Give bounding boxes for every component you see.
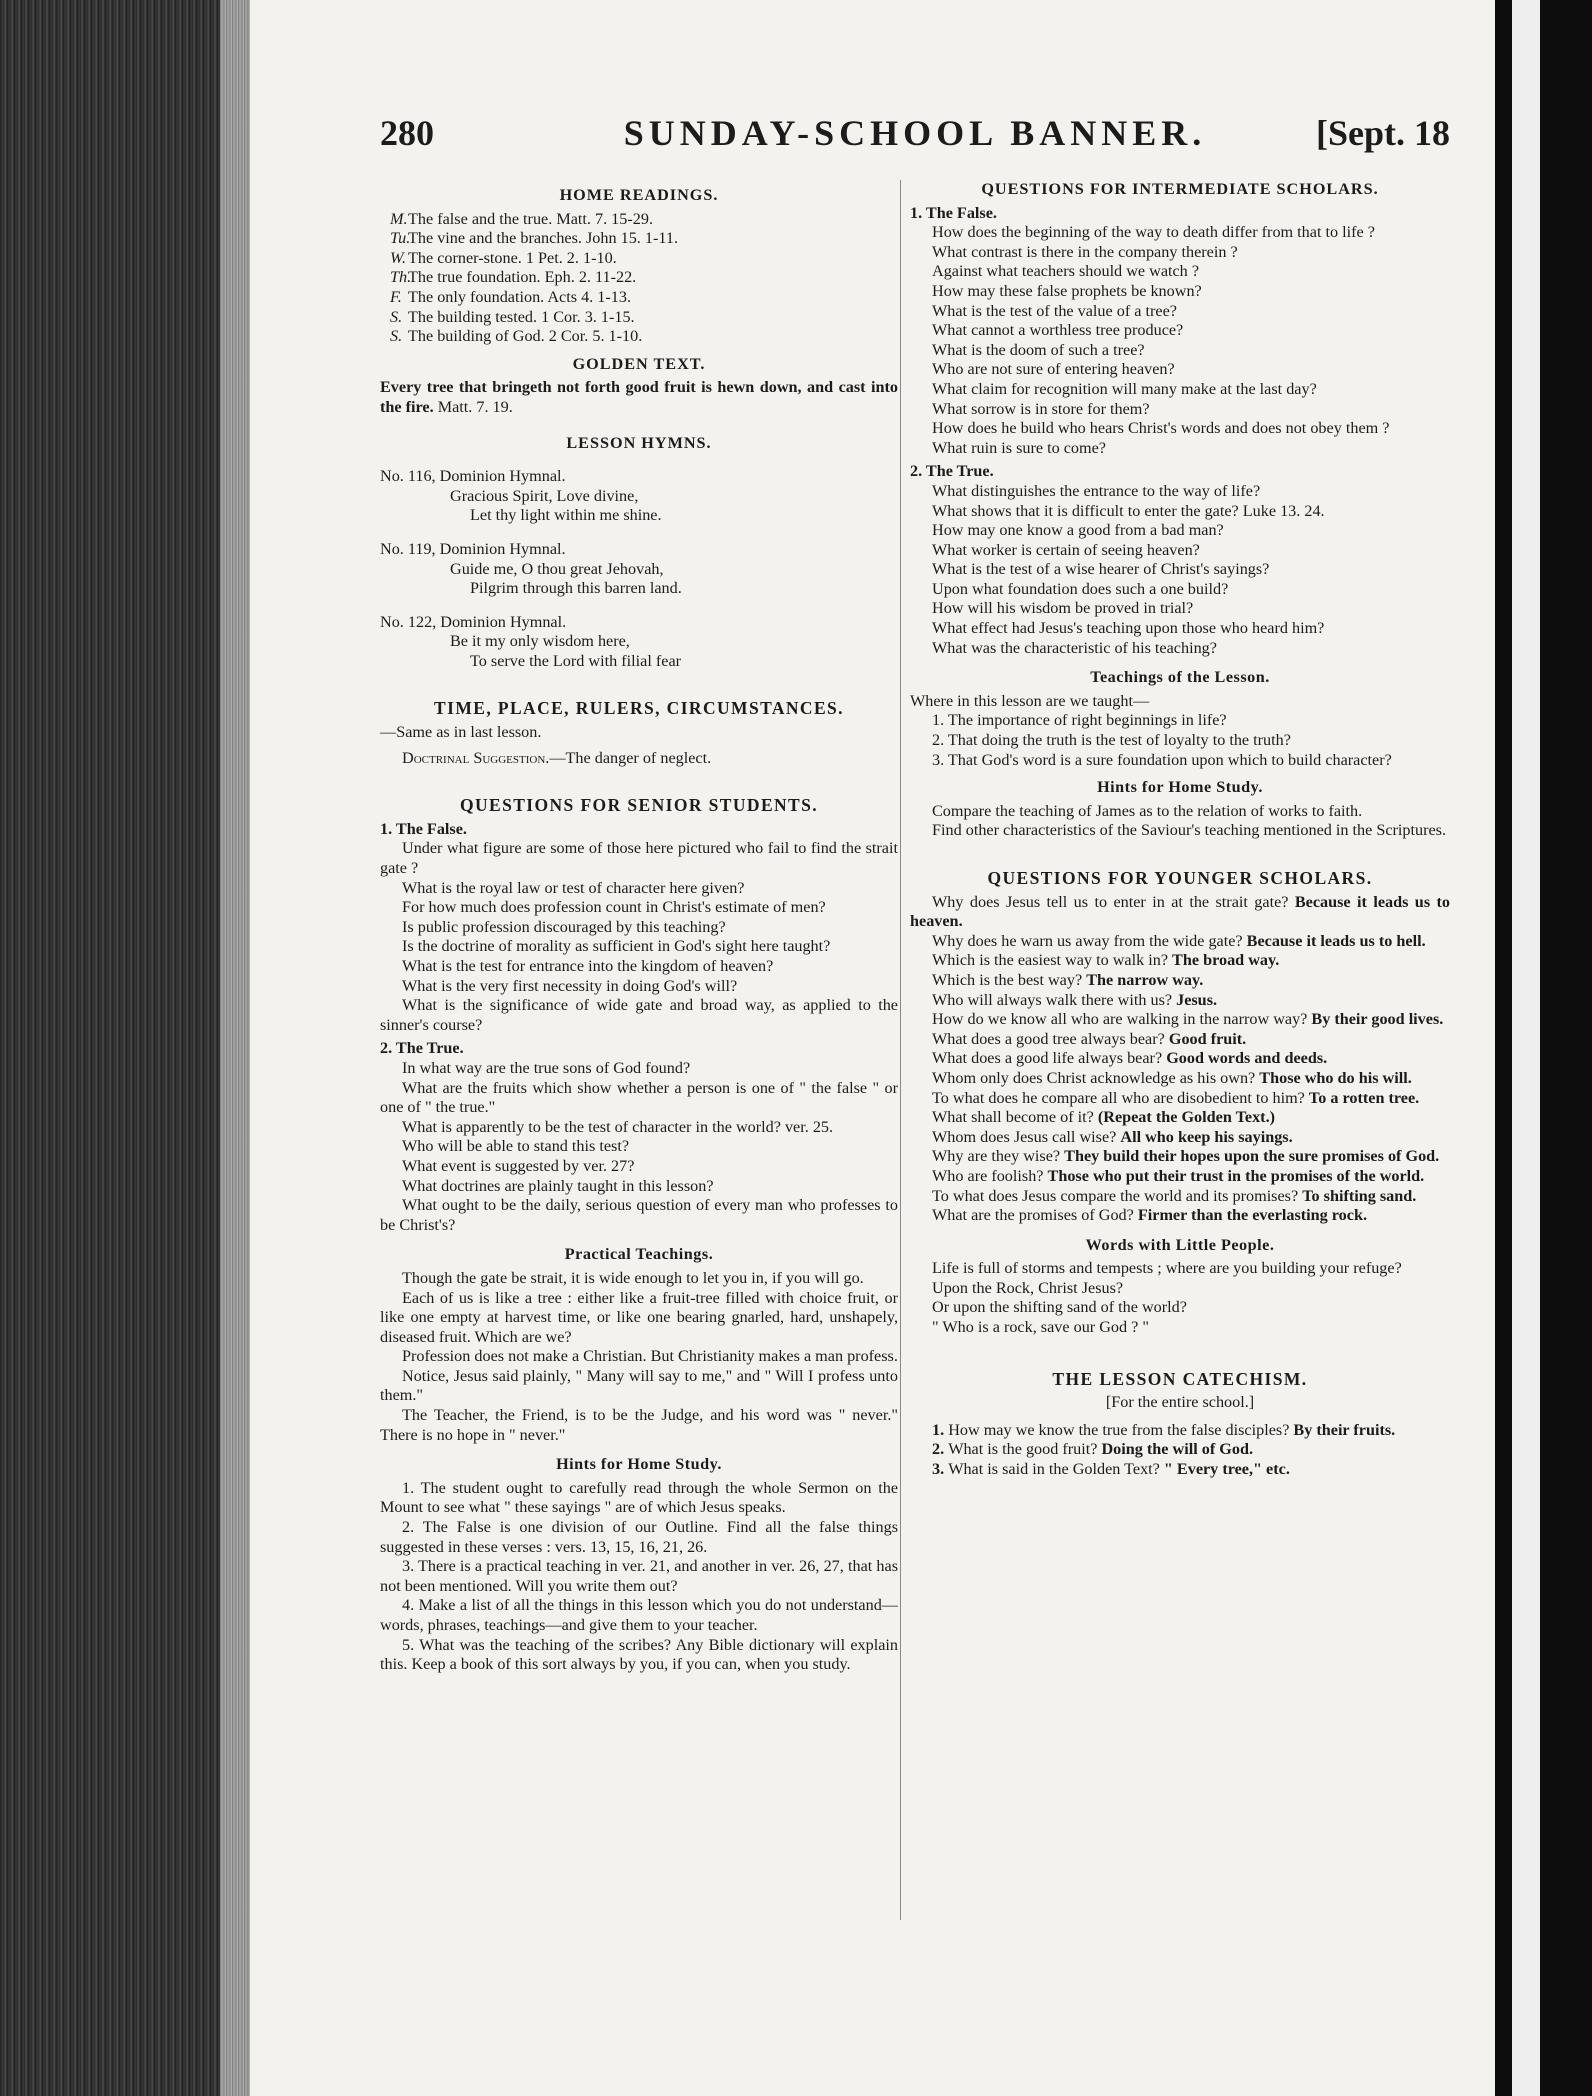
younger-answer: Those who put their trust in the promises of the world. [1047,1166,1425,1185]
younger-qa [910,1108,1450,1128]
intermediate-question: How does the beginning of the way to death differ from that to life ? [932,223,1375,242]
hymn-number: No. 119, Dominion Hymnal. [380,539,566,558]
senior-question: Is the doctrine of morality as sufficient in God's sight here taught? [402,937,831,956]
intermediate-questions-heading: QUESTIONS FOR INTERMEDIATE SCHOLARS. [981,180,1379,198]
younger-answer: Because it leads us to hell. [1246,931,1426,950]
younger-question: Why are they wise? [932,1147,1065,1166]
younger-question: What does a good tree always bear? [932,1029,1169,1048]
catechism-answer: " Every tree," etc. [1163,1460,1290,1479]
intermediate-question: Against what teachers should we watch ? [932,262,1200,281]
teachings-heading: Teachings of the Lesson. [1090,668,1270,687]
hymn-number: No. 116, Dominion Hymnal. [380,467,566,486]
younger-question: Which is the easiest way to walk in? [932,951,1173,970]
little-people-line: Upon the Rock, Christ Jesus? [932,1278,1124,1297]
teachings-list [910,711,1450,770]
younger-answer: Good fruit. [1168,1029,1247,1048]
intermediate-question: What sorrow is in store for them? [932,399,1150,418]
practical-teachings [380,1269,898,1445]
home-reading-item [380,210,898,230]
reading-text: The false and the true. Matt. 7. 15-29. [408,209,653,228]
golden-text-heading: GOLDEN TEXT. [572,354,706,373]
lesson-hymns-list [380,467,898,671]
intermediate-question: What is the test of a wise hearer of Christ's sayings? [932,560,1270,579]
little-people-line: " Who is a rock, save our God ? " [932,1318,1150,1337]
reading-text: The building of God. 2 Cor. 5. 1-10. [408,327,643,346]
column-divider [900,180,901,1920]
intermediate-question: What ruin is sure to come? [932,438,1106,457]
hymn-line: Let thy light within me shine. [470,506,662,525]
younger-question: What does a good life always bear? [932,1049,1167,1068]
younger-answer: They build their hopes upon the sure promises of God. [1064,1147,1440,1166]
senior-question: Is public profession discouraged by this teaching? [402,917,726,936]
home-reading-item [380,229,898,249]
intermediate-question: Upon what foundation does such a one build? [932,579,1229,598]
younger-qa [910,1128,1450,1148]
younger-qa [910,1206,1450,1226]
younger-question: Which is the best way? [932,970,1087,989]
hint-paragraph: Compare the teaching of James as to the relation of works to faith. [932,801,1363,820]
younger-answer: Jesus. [1176,990,1218,1009]
reading-text: The vine and the branches. John 15. 1-11. [408,229,679,248]
magazine-page [250,0,1495,2096]
senior-question: What is the royal law or test of character here given? [402,878,745,897]
doctrinal-text: —The danger of neglect. [549,748,712,767]
intermediate-question: How may one know a good from a bad man? [932,521,1224,540]
catechism-question: What is said in the Golden Text? [948,1460,1164,1479]
younger-answer: The narrow way. [1086,970,1204,989]
intermediate-questions-false [910,223,1450,458]
intermediate-section-false: 1. The False. [910,203,997,222]
intermediate-question: What contrast is there in the company therein ? [932,242,1238,261]
home-reading-item [380,327,898,347]
hymn-line: To serve the Lord with filial fear [470,651,682,670]
catechism-answer: By their fruits. [1293,1420,1396,1439]
senior-section-false: 1. The False. [380,819,467,838]
left-column [380,180,898,1675]
younger-qa [910,1069,1450,1089]
catechism-qa [910,1421,1450,1441]
younger-qa [910,951,1450,971]
magazine-title: SUNDAY-SCHOOL BANNER. [623,113,1207,153]
practical-teaching: Each of us is like a tree : either like a fruit-tree filled with choice fruit, or like one empty at harvest time, or like one bearing gnarled, hard, unshapely, diseased fruit. Which are we? [380,1288,898,1346]
younger-answer: Those who do his will. [1259,1068,1412,1087]
little-people-text [910,1259,1450,1337]
catechism-list [910,1421,1450,1480]
hint-paragraph: 5. What was the teaching of the scribes? Any Bible dictionary will explain this. Keep a book of this sort always by you, if you can, when you study. [380,1635,898,1674]
younger-questions-heading: QUESTIONS FOR YOUNGER SCHOLARS. [987,868,1373,888]
intermediate-question: What is the doom of such a tree? [932,340,1145,359]
younger-question: To what does Jesus compare the world and its promises? [932,1186,1303,1205]
senior-questions-false [380,839,898,1035]
younger-answer: Good words and deeds. [1166,1049,1328,1068]
intermediate-hints [910,802,1450,841]
golden-text-ref: Matt. 7. 19. [437,397,513,416]
senior-question: What doctrines are plainly taught in this lesson? [402,1176,714,1195]
younger-qa [910,1089,1450,1109]
catechism-number: 2. [932,1440,949,1459]
teaching-item: 3. That God's word is a sure foundation upon which to build character? [932,750,1392,769]
younger-qa [910,991,1450,1011]
hint-paragraph: 2. The False is one division of our Outline. Find all the false things suggested in these verses : vers. 13, 15, 16, 21, 26. [380,1518,898,1556]
younger-question: Whom does Jesus call wise? [932,1127,1121,1146]
reading-text: The corner-stone. 1 Pet. 2. 1-10. [408,248,617,267]
younger-question: Why does he warn us away from the wide gate? [932,931,1247,950]
home-reading-item [380,249,898,269]
home-reading-item [380,308,898,328]
issue-date: [Sept. 18 [1316,113,1450,153]
reading-text: The true foundation. Eph. 2. 11-22. [408,268,637,287]
younger-qa [910,893,1450,932]
catechism-qa [910,1460,1450,1480]
senior-question: What are the fruits which show whether a person is one of " the false " or one of " the true." [380,1078,898,1117]
catechism-qa [910,1440,1450,1460]
younger-answer: By their good lives. [1311,1010,1444,1029]
intermediate-question: Who are not sure of entering heaven? [932,360,1175,379]
teaching-item: 2. That doing the truth is the test of loyalty to the truth? [932,731,1291,750]
doctrinal-suggestion [380,749,898,769]
home-readings-list [380,210,898,347]
intermediate-question: How does he build who hears Christ's words and does not obey them ? [932,419,1390,438]
senior-question: What is the significance of wide gate and broad way, as applied to the sinner's course? [380,996,898,1034]
younger-question: Why does Jesus tell us to enter in at the strait gate? [932,892,1295,911]
younger-question: Who will always walk there with us? [932,990,1177,1009]
book-binding-edge [0,0,220,2096]
younger-answer: To shifting sand. [1302,1186,1417,1205]
page-stack-edge [220,0,250,2096]
time-place-heading: TIME, PLACE, RULERS, CIRCUMSTANCES. [434,698,844,719]
younger-question: To what does he compare all who are disobedient to him? [932,1088,1309,1107]
home-reading-item [380,268,898,288]
little-people-line: Life is full of storms and tempests ; where are you building your refuge? [932,1259,1402,1278]
younger-question: What are the promises of God? [932,1206,1138,1225]
golden-text [380,378,898,417]
younger-qa [910,1049,1450,1069]
younger-answer: To a rotten tree. [1308,1088,1420,1107]
catechism-number: 3. [932,1460,949,1479]
little-people-heading: Words with Little People. [1085,1235,1275,1254]
catechism-number: 1. [932,1420,949,1439]
younger-qa [910,1030,1450,1050]
senior-question: For how much does profession count in Christ's estimate of men? [402,898,826,917]
intermediate-question: How will his wisdom be proved in trial? [932,599,1194,618]
intermediate-question: What effect had Jesus's teaching upon those who heard him? [932,619,1325,638]
hymn-line: Gracious Spirit, Love divine, [450,486,639,505]
reading-day: S. [390,307,403,326]
right-column [910,180,1450,1480]
intermediate-question: What shows that it is difficult to enter the gate? Luke 13. 24. [932,501,1325,520]
senior-question: What is apparently to be the test of character in the world? ver. 25. [402,1117,834,1136]
intermediate-hints-heading: Hints for Home Study. [1097,778,1263,797]
younger-answer: (Repeat the Golden Text.) [1097,1108,1276,1127]
hint-paragraph: Find other characteristics of the Saviour's teaching mentioned in the Scriptures. [932,821,1447,840]
younger-qa [910,932,1450,952]
catechism-subtitle: [For the entire school.] [1105,1393,1255,1412]
intermediate-question: What cannot a worthless tree produce? [932,321,1184,340]
hymn-line: Guide me, O thou great Jehovah, [450,559,664,578]
hint-paragraph: 4. Make a list of all the things in this lesson which you do not understand—words, phrases, teachings—and give them to your teacher. [380,1596,898,1634]
younger-answer: The broad way. [1172,951,1280,970]
facing-page-strip [1512,0,1540,2096]
teaching-item: 1. The importance of right beginnings in life? [932,711,1227,730]
hint-paragraph: 1. The student ought to carefully read through the whole Sermon on the Mount to see what " these sayings " are of which Jesus speaks. [380,1478,898,1517]
home-reading-item [380,288,898,308]
page-header [380,112,1450,162]
intermediate-questions-true [910,482,1450,658]
practical-teaching: The Teacher, the Friend, is to be the Judge, and his word was " never." There is no hope in " never." [380,1406,898,1444]
younger-question: Who are foolish? [932,1166,1048,1185]
senior-question: What ought to be the daily, serious question of every man who professes to be Christ's? [380,1196,898,1234]
senior-hints-heading: Hints for Home Study. [556,1455,722,1474]
practical-teachings-heading: Practical Teachings. [564,1245,714,1264]
reading-text: The building tested. 1 Cor. 3. 1-15. [408,307,635,326]
hymn-line: Be it my only wisdom here, [450,632,630,651]
reading-day: S. [390,327,403,346]
younger-answer: All who keep his sayings. [1120,1127,1293,1146]
senior-section-true: 2. The True. [380,1039,464,1058]
younger-qa [910,971,1450,991]
younger-qa [910,1010,1450,1030]
intermediate-question: What was the characteristic of his teaching? [932,638,1217,657]
hymn-line: Pilgrim through this barren land. [470,579,682,598]
senior-question: Who will be able to stand this test? [402,1137,630,1156]
reading-day: Tu. [390,229,411,248]
intermediate-question: What claim for recognition will many make at the last day? [932,379,1317,398]
senior-question: What is the test for entrance into the kingdom of heaven? [402,957,774,975]
younger-questions [910,893,1450,1226]
younger-question: Whom only does Christ acknowledge as his own? [932,1068,1260,1087]
catechism-question: What is the good fruit? [948,1440,1102,1459]
catechism-heading: THE LESSON CATECHISM. [1052,1368,1308,1389]
hymn-number: No. 122, Dominion Hymnal. [380,612,567,631]
younger-answer: Because it leads us to heaven. [910,892,1451,931]
senior-question: In what way are the true sons of God found? [402,1058,691,1077]
younger-question: How do we know all who are walking in the narrow way? [932,1010,1312,1029]
reading-day: Th. [390,268,412,287]
practical-teaching: Though the gate be strait, it is wide enough to let you in, if you will go. [402,1268,864,1287]
senior-question: Under what figure are some of those here pictured who fail to find the strait gate ? [380,839,898,878]
page-number: 280 [380,113,434,153]
catechism-question: How may we know the true from the false disciples? [948,1420,1294,1439]
younger-qa [910,1187,1450,1207]
reading-text: The only foundation. Acts 4. 1-13. [408,287,631,306]
catechism-answer: Doing the will of God. [1101,1440,1254,1459]
reading-day: W. [390,248,407,267]
senior-question: What is the very first necessity in doing God's will? [402,976,738,995]
intermediate-question: How may these false prophets be known? [932,281,1202,300]
hint-paragraph: 3. There is a practical teaching in ver. 21, and another in ver. 26, 27, that has not been mentioned. Will you write them out? [380,1557,898,1595]
intermediate-section-true: 2. The True. [910,462,994,481]
younger-qa [910,1147,1450,1167]
senior-questions-heading: QUESTIONS FOR SENIOR STUDENTS. [459,795,819,816]
practical-teaching: Profession does not make a Christian. But Christianity makes a man profess. [402,1347,898,1366]
intermediate-question: What distinguishes the entrance to the way of life? [932,481,1261,500]
lesson-hymns-heading: LESSON HYMNS. [566,433,712,452]
teachings-intro: Where in this lesson are we taught— [910,691,1150,710]
home-readings-heading: HOME READINGS. [559,186,719,204]
practical-teaching: Notice, Jesus said plainly, " Many will say to me," and " Will I profess unto them." [380,1366,898,1405]
intermediate-question: What is the test of the value of a tree? [932,301,1177,320]
reading-day: M. [390,209,408,228]
younger-answer: Firmer than the everlasting rock. [1137,1206,1368,1225]
golden-text-body: Every tree that bringeth not forth good fruit is hewn down, and cast into the fire. [380,378,898,416]
reading-day: F. [390,287,402,306]
younger-qa [910,1167,1450,1187]
time-place-text: —Same as in last lesson. [380,723,542,742]
younger-question: What shall become of it? [932,1108,1098,1127]
intermediate-question: What worker is certain of seeing heaven? [932,540,1200,559]
little-people-line: Or upon the shifting sand of the world? [932,1298,1187,1317]
senior-question: What event is suggested by ver. 27? [402,1156,635,1175]
senior-hints [380,1479,898,1675]
facing-page-edge [1492,0,1592,2096]
doctrinal-label: Doctrinal Suggestion. [402,748,550,767]
senior-questions-true [380,1059,898,1235]
